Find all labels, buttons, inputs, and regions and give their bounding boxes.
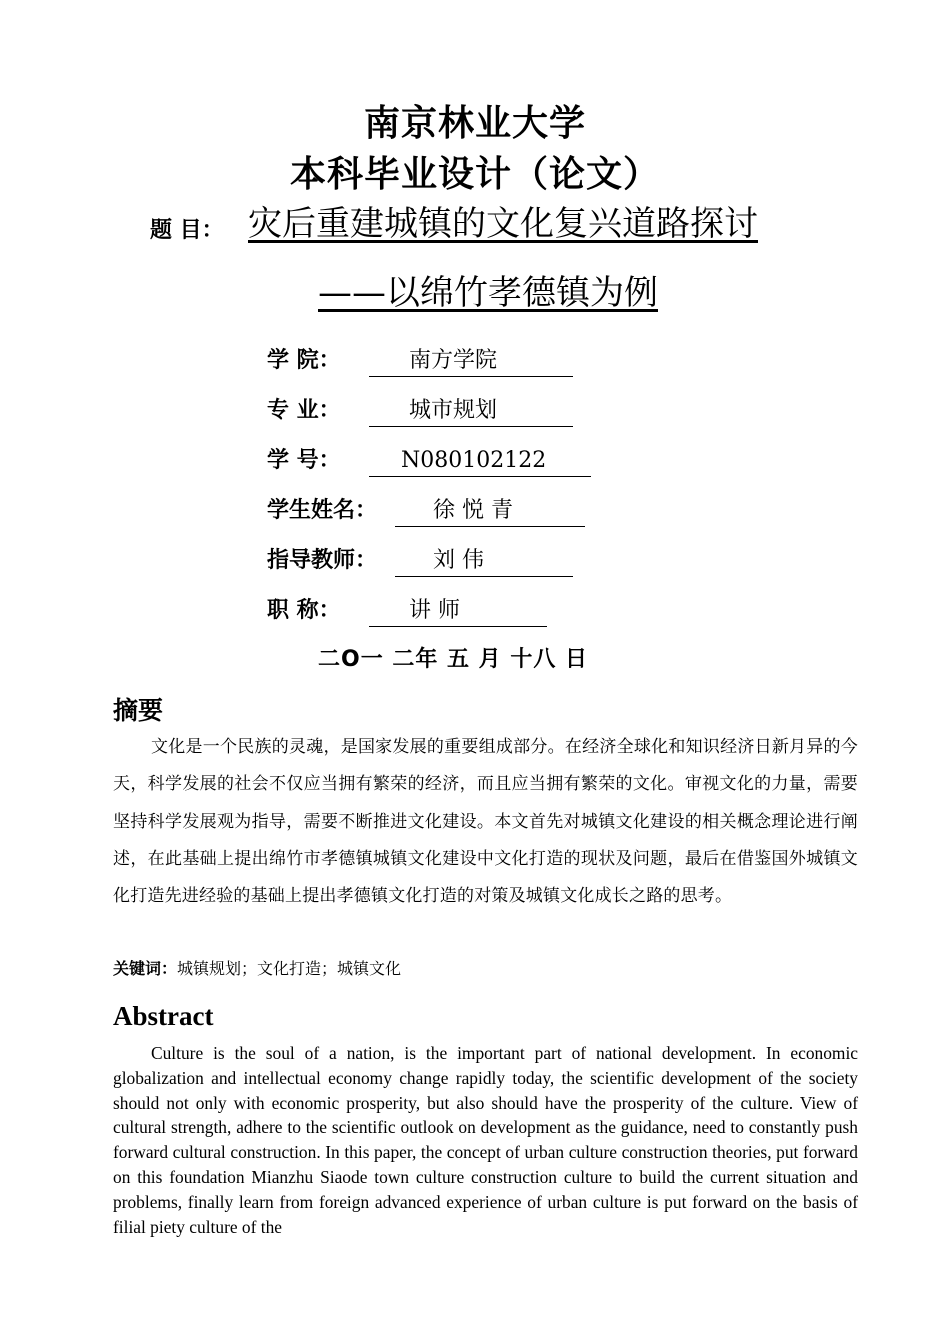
- topic-row: [150, 203, 850, 247]
- advisor-value: 刘 伟: [433, 548, 484, 573]
- college-value-field: [369, 346, 573, 377]
- thesis-type: 本科毕业设计（论文）: [289, 154, 660, 195]
- student-name-value: 徐 悦 青: [433, 498, 513, 523]
- keywords-value: 城镇规划；文化打造；城镇文化: [177, 959, 402, 978]
- keywords-label: 关键词：: [113, 959, 178, 978]
- major-label: 专 业：: [267, 398, 341, 423]
- major-value: 城市规划: [409, 398, 498, 423]
- keywords-row: [113, 958, 401, 980]
- academic-title-value: 讲 师: [409, 598, 460, 623]
- submission-date: 二O一 二年 五 月 十八 日: [318, 647, 588, 672]
- abstract-cn-heading: 摘要: [113, 696, 164, 725]
- abstract-en-body: Culture is the soul of a nation, is the important part of national development. In economic globalization and intellectual economy change rapidly today, the scientific development of the society should not only with economic prosperity, but also should have the prosperity of the culture. View of cultural strength, adhere to the scientific outlook on development as the guidance, need to constantly push forward cultural construction. In this paper, the concept of urban culture construction theories, put forward on this foundation Mianzhu Siaode town culture construction culture to build the current situation and problems, finally learn from foreign advanced experience of urban culture is put forward on the basis of filial piety culture of the: [113, 1043, 858, 1237]
- student-name-value-field: [395, 496, 585, 527]
- advisor-label: 指导教师：: [267, 548, 378, 573]
- topic-label: 题 目：: [150, 218, 224, 243]
- major-value-field: [369, 396, 573, 427]
- abstract-en-heading: Abstract: [113, 1001, 214, 1031]
- student-id-value: N080102122: [401, 448, 547, 473]
- college-label: 学 院：: [267, 348, 341, 373]
- university-name: 南京林业大学: [363, 103, 586, 144]
- student-id-label: 学 号：: [267, 448, 341, 473]
- topic-main-title: 灾后重建城镇的文化复兴道路探讨: [248, 204, 758, 244]
- college-value: 南方学院: [409, 348, 498, 373]
- student-name-label: 学生姓名：: [267, 498, 378, 523]
- student-id-value-field: [369, 446, 591, 477]
- topic-subtitle: ——以绵竹孝德镇为例: [318, 273, 658, 313]
- academic-title-label: 职 称：: [267, 598, 341, 623]
- abstract-cn-body: 文化是一个民族的灵魂，是国家发展的重要组成部分。在经济全球化和知识经济日新月异的今天，科学发展的社会不仅应当拥有繁荣的经济，而且应当拥有繁荣的文化。审视文化的力量，需要坚持科学发展观为指导，需要不断推进文化建设。本文首先对城镇文化建设的相关概念理论进行阐述，在此基础上提出绵竹市孝德镇城镇文化建设中文化打造的现状及问题，最后在借鉴国外城镇文化打造先进经验的基础上提出孝德镇文化打造的对策及城镇文化成长之路的思考。: [113, 737, 858, 907]
- advisor-value-field: [395, 546, 573, 577]
- academic-title-value-field: [369, 596, 547, 627]
